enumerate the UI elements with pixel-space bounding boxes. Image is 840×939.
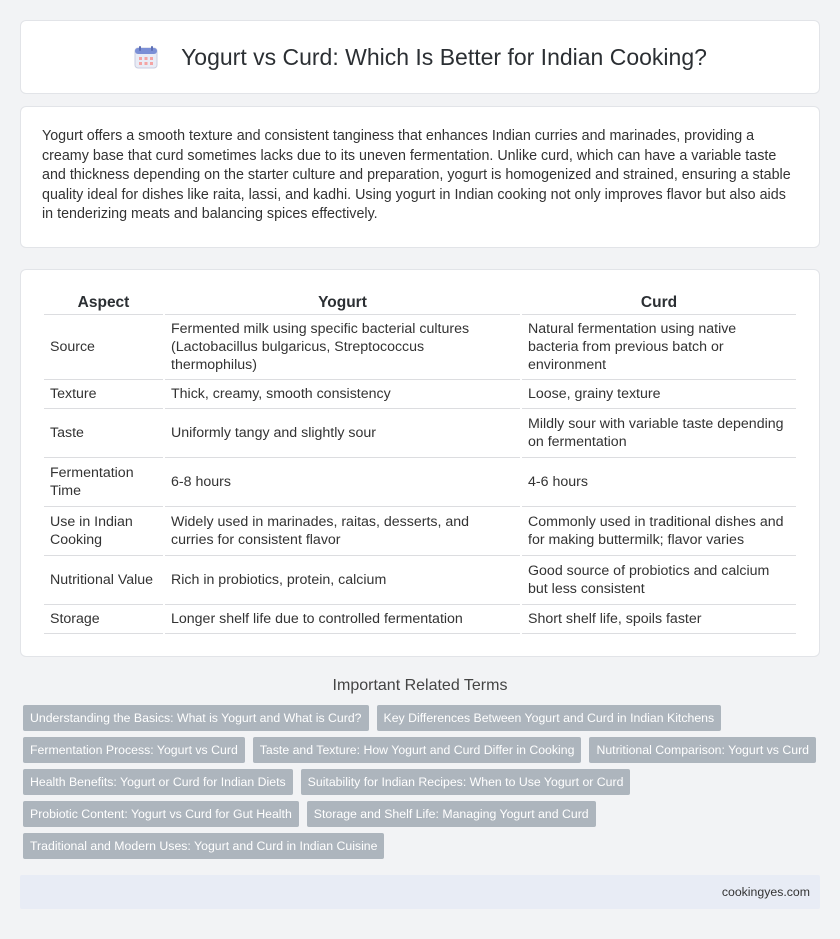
yogurt-cell: 6-8 hours [165,458,520,507]
related-tag[interactable]: Fermentation Process: Yogurt vs Curd [23,737,245,763]
comparison-table-card [20,269,820,657]
aspect-cell: Use in Indian Cooking [44,507,163,556]
table-row [44,507,796,556]
yogurt-cell: Widely used in marinades, raitas, desserts, and curries for consistent flavor [165,507,520,556]
related-terms-section [20,677,820,859]
yogurt-cell: Longer shelf life due to controlled fermentation [165,605,520,634]
footer-site-link[interactable]: cookingyes.com [721,884,810,899]
page-header [20,20,820,94]
curd-cell: Commonly used in traditional dishes and for making buttermilk; flavor varies [522,507,796,556]
intro-section [20,106,820,248]
related-tag[interactable]: Health Benefits: Yogurt or Curd for Indian Diets [23,769,293,795]
yogurt-cell: Uniformly tangy and slightly sour [165,409,520,458]
yogurt-cell: Fermented milk using specific bacterial cultures (Lactobacillus bulgaricus, Streptococcus thermophilus) [165,315,520,380]
related-tag[interactable]: Probiotic Content: Yogurt vs Curd for Gut Health [23,801,299,827]
curd-cell: Short shelf life, spoils faster [522,605,796,634]
table-row [44,409,796,458]
table-row [44,458,796,507]
footer [20,875,820,909]
curd-cell: 4-6 hours [522,458,796,507]
table-row [44,380,796,409]
curd-cell: Good source of probiotics and calcium but less consistent [522,556,796,605]
header-yogurt: Yogurt [165,290,520,315]
page-title: Yogurt vs Curd: Which Is Better for Indian Cooking? [181,43,707,70]
aspect-cell: Storage [44,605,163,634]
yogurt-cell: Rich in probiotics, protein, calcium [165,556,520,605]
related-terms-title: Important Related Terms [332,676,508,694]
related-tags [23,705,817,859]
related-tag[interactable]: Storage and Shelf Life: Managing Yogurt and Curd [307,801,596,827]
table-row [44,556,796,605]
header-curd: Curd [522,290,796,315]
intro-text: Yogurt offers a smooth texture and consistent tanginess that enhances Indian curries and marinades, providing a creamy base that curd sometimes lacks due to its uneven fermentation. Unlike curd, which can have a variable taste and thickness depending on the starter culture and preparation, yogurt is homogenized and strained, ensuring a stable quality ideal for dishes like raita, lassi, and kadhi. Using yogurt in Indian cooking not only improves flavor but also aids in tenderizing meats and balancing spices effectively. [42,128,791,222]
table-header-row [44,290,796,315]
table-row [44,605,796,634]
aspect-cell: Fermentation Time [44,458,163,507]
comparison-table [42,290,798,634]
table-row [44,315,796,380]
curd-cell: Loose, grainy texture [522,380,796,409]
aspect-cell: Taste [44,409,163,458]
aspect-cell: Source [44,315,163,380]
related-tag[interactable]: Traditional and Modern Uses: Yogurt and Curd in Indian Cuisine [23,833,384,859]
aspect-cell: Nutritional Value [44,556,163,605]
aspect-cell: Texture [44,380,163,409]
related-tag[interactable]: Nutritional Comparison: Yogurt vs Curd [589,737,816,763]
related-tag[interactable]: Key Differences Between Yogurt and Curd in Indian Kitchens [377,705,722,731]
curd-cell: Natural fermentation using native bacteria from previous batch or environment [522,315,796,380]
calendar-icon [133,44,159,70]
yogurt-cell: Thick, creamy, smooth consistency [165,380,520,409]
header-aspect: Aspect [44,290,163,315]
related-tag[interactable]: Taste and Texture: How Yogurt and Curd Differ in Cooking [253,737,582,763]
related-tag[interactable]: Understanding the Basics: What is Yogurt and What is Curd? [23,705,369,731]
curd-cell: Mildly sour with variable taste depending on fermentation [522,409,796,458]
related-tag[interactable]: Suitability for Indian Recipes: When to Use Yogurt or Curd [301,769,631,795]
